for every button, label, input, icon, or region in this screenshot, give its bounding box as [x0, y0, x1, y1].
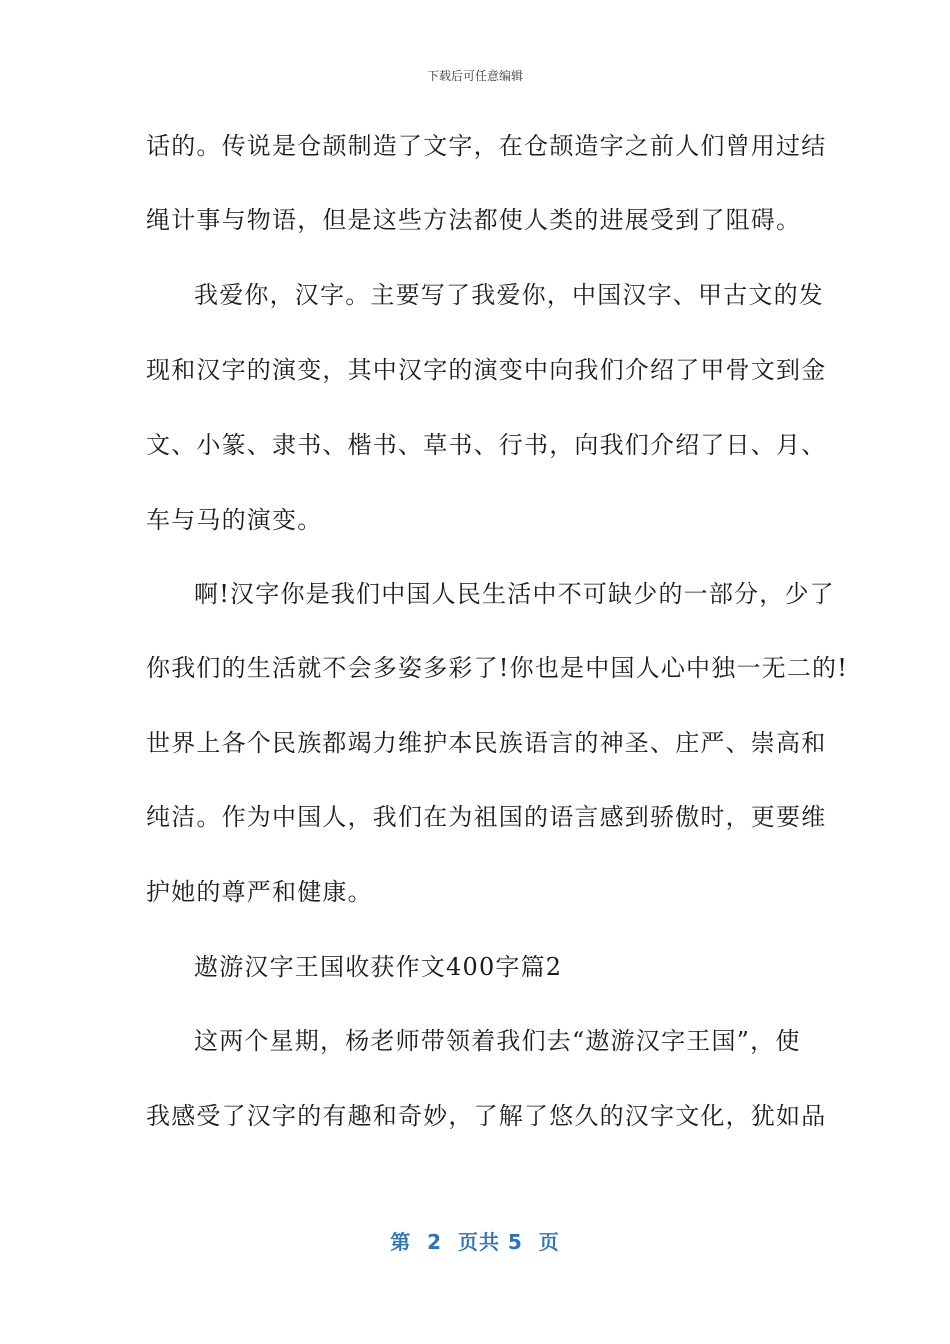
paragraph-start-line: 啊!汉字你是我们中国人民生活中不可缺少的一部分，少了 [194, 580, 835, 608]
page-header-note: 下载后可任意编辑 [426, 69, 523, 83]
body-line: 文、小篆、隶书、楷书、草书、行书，向我们介绍了日、月、 [146, 431, 827, 459]
body-line: 话的。传说是仓颉制造了文字，在仓颉造字之前人们曾用过结 [146, 132, 827, 160]
body-line: 纯洁。作为中国人，我们在为祖国的语言感到骄傲时，更要维 [146, 803, 827, 831]
body-line: 你我们的生活就不会多姿多彩了!你也是中国人心中独一无二的! [146, 654, 849, 682]
body-line: 世界上各个民族都竭力维护本民族语言的神圣、庄严、崇高和 [146, 729, 827, 757]
body-line: 我感受了汉字的有趣和奇妙，了解了悠久的汉字文化，犹如品 [146, 1102, 827, 1130]
body-line: 车与马的演变。 [146, 506, 323, 534]
paragraph-start-line: 这两个星期，杨老师带领着我们去“遨游汉字王国”，使 [194, 1027, 801, 1055]
body-line: 护她的尊严和健康。 [146, 878, 373, 906]
body-line: 现和汉字的演变，其中汉字的演变中向我们介绍了甲骨文到金 [146, 356, 827, 384]
section-title: 遨游汉字王国收获作文400字篇2 [194, 953, 563, 981]
body-line: 绳计事与物语，但是这些方法都使人类的进展受到了阻碍。 [146, 206, 802, 234]
page-number-footer: 第 2 页共 5 页 [390, 1230, 560, 1254]
paragraph-start-line: 我爱你，汉字。主要写了我爱你，中国汉字、甲古文的发 [194, 281, 824, 309]
